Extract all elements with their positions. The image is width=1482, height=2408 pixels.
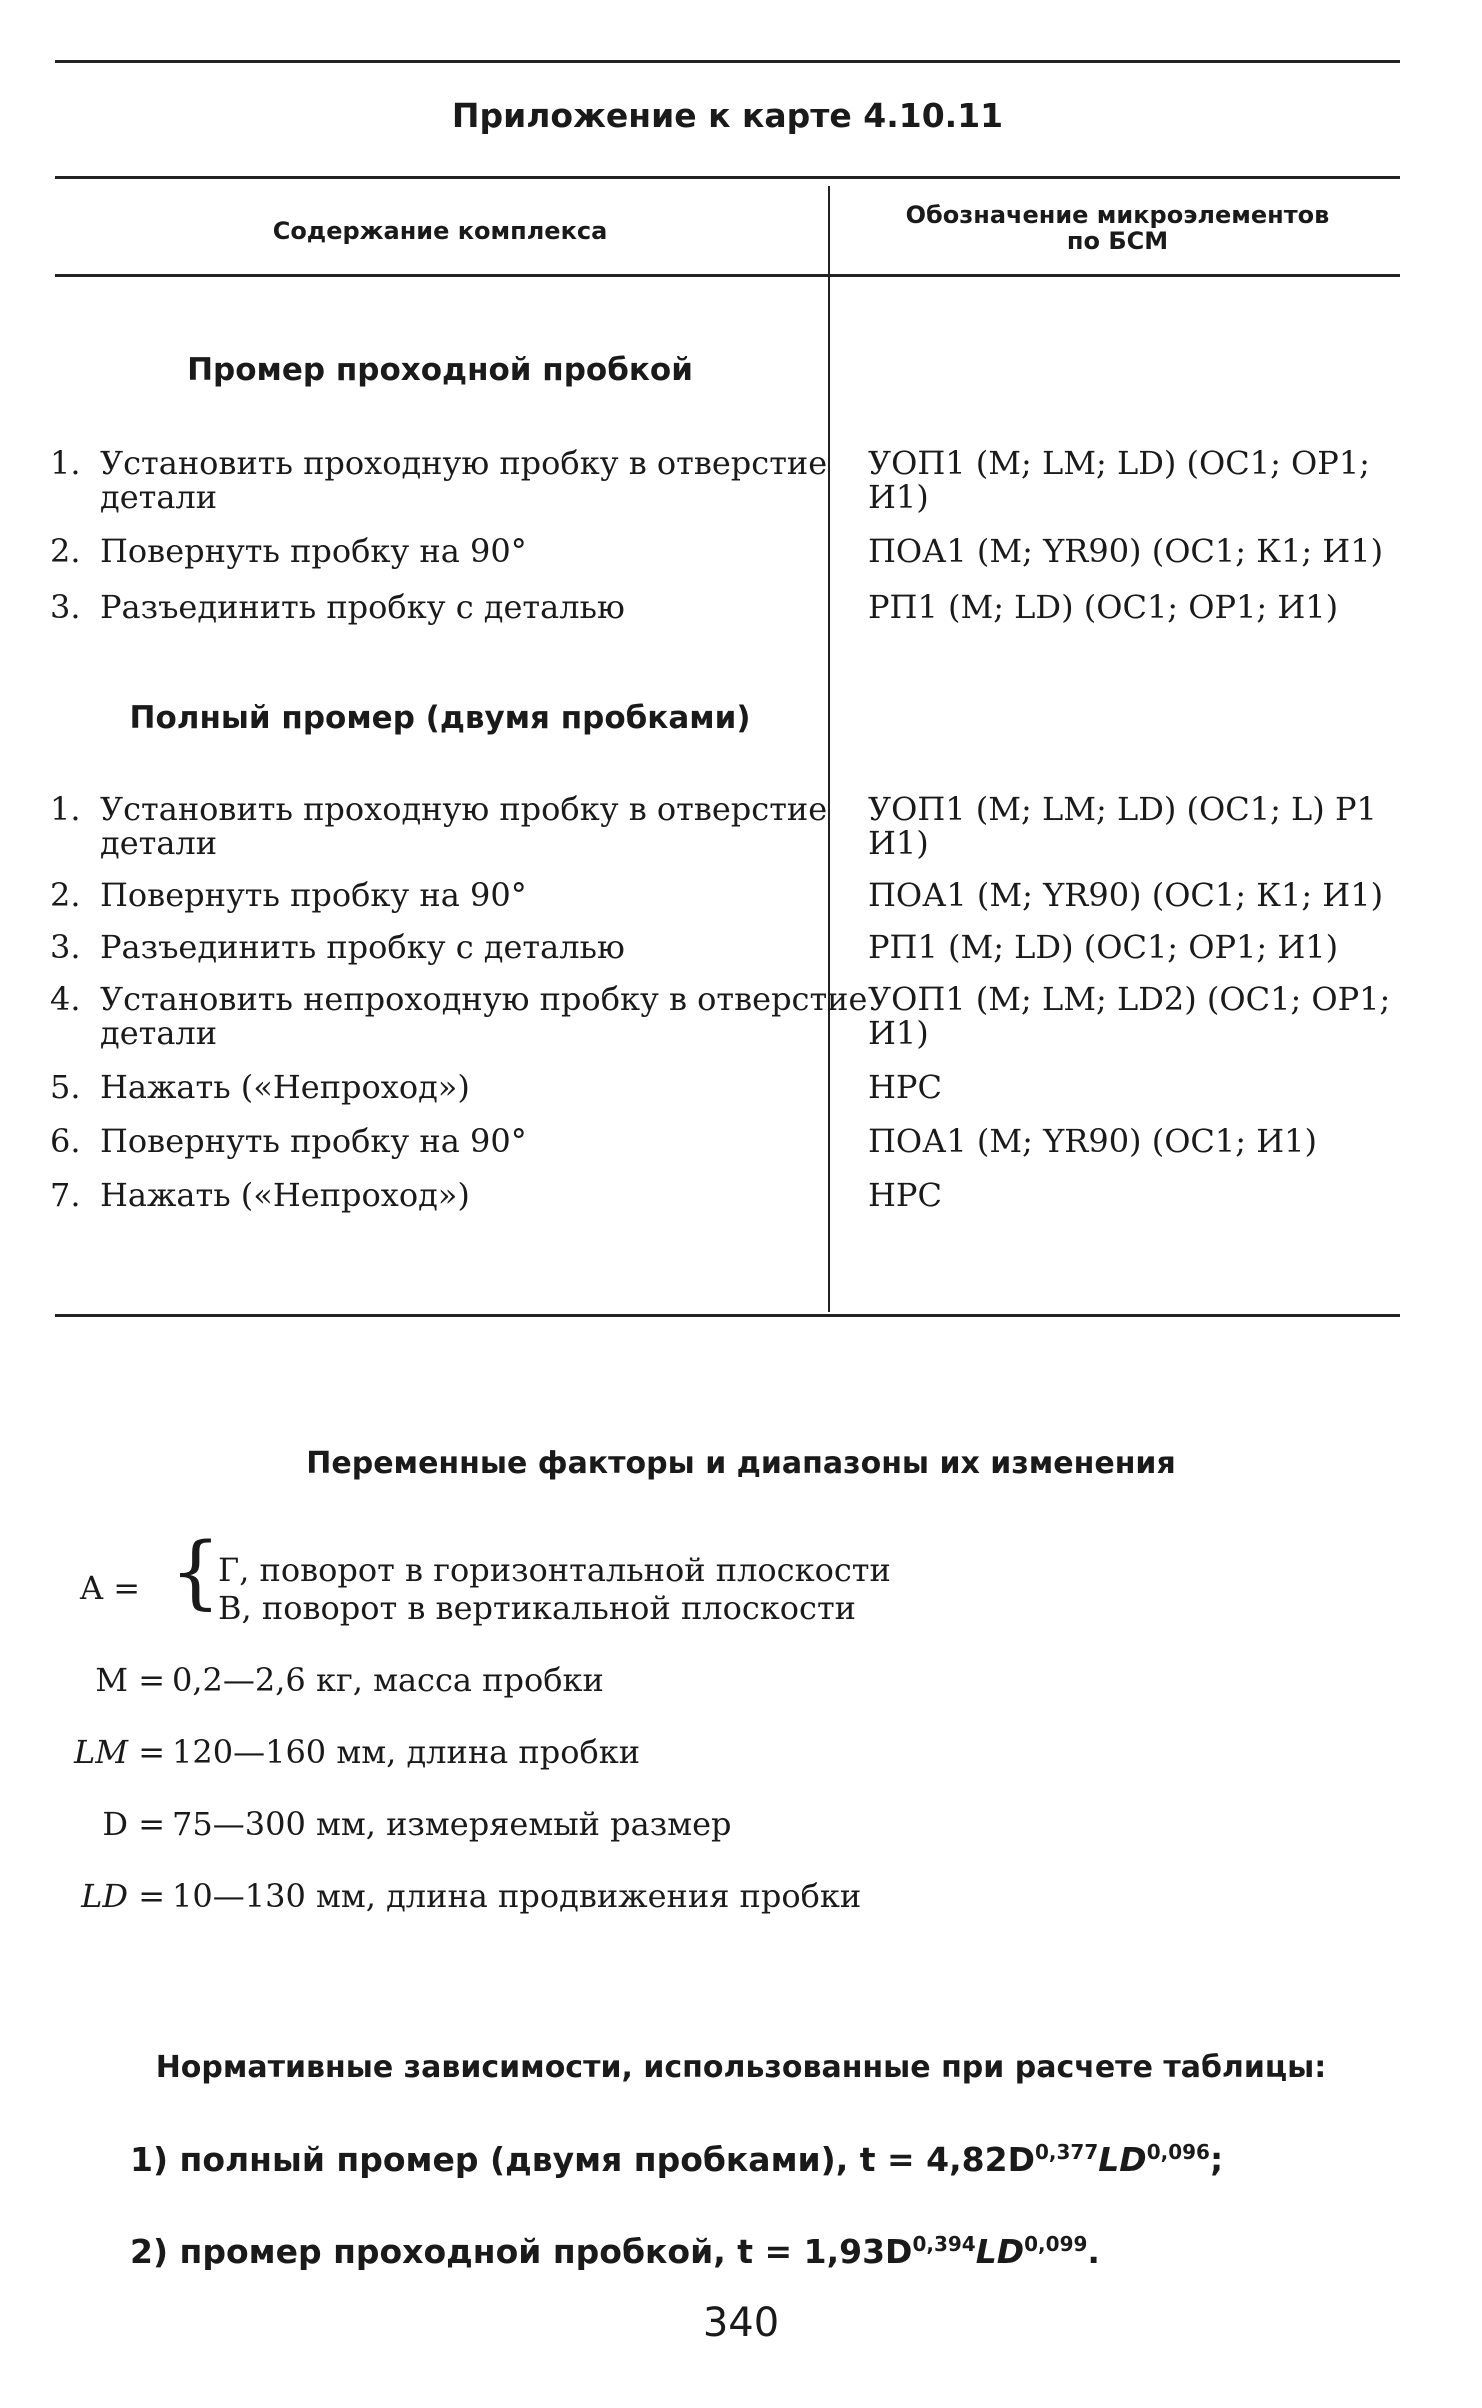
row-number: 1. — [50, 790, 81, 828]
row-text: Установить непроходную пробку в отверстие детали — [100, 980, 868, 1052]
col2-header — [835, 202, 1400, 254]
formula-2-exp2: 0,099 — [1024, 2232, 1088, 2256]
row-text: Нажать («Непроход») — [100, 1176, 470, 1214]
row-code: ПОА1 (M; YR90) (ОС1; К1; И1) — [868, 876, 1384, 914]
row-text: Разъединить пробку с деталью — [100, 588, 625, 626]
var-m-label: M = — [95, 1661, 165, 1699]
var-ld-value: 10—130 мм, длина продвижения пробки — [172, 1877, 862, 1915]
page-number: 340 — [702, 2300, 780, 2346]
row-text: Установить проходную пробку в отверстие детали — [100, 444, 828, 516]
col2-header-line1: Обозначение микроэлементов — [905, 201, 1330, 229]
table-bottom-rule — [55, 1314, 1400, 1317]
table-top-rule — [55, 176, 1400, 179]
row-number: 3. — [50, 588, 81, 626]
section1-heading: Промер проходной пробкой — [187, 352, 693, 388]
row-number: 5. — [50, 1068, 81, 1106]
section2-heading: Полный промер (двумя пробками) — [129, 700, 751, 736]
formula-1-exp1: 0,377 — [1035, 2140, 1099, 2164]
row-number: 3. — [50, 928, 81, 966]
row-code: УОП1 (M; LM; LD) (ОС1; L) Р1 И1) — [868, 790, 1377, 862]
row-code: РП1 (M; LD) (ОС1; ОР1; И1) — [868, 928, 1339, 966]
formula-2-exp1: 0,394 — [912, 2232, 976, 2256]
row-number: 2. — [50, 532, 81, 570]
header-bottom-rule — [55, 274, 1400, 277]
col1-header: Содержание комплекса — [272, 217, 608, 245]
row-code: ПОА1 (M; YR90) (ОС1; И1) — [868, 1122, 1317, 1160]
var-a-option2: В, поворот в вертикальной плоскости — [218, 1589, 856, 1627]
row-code: РП1 (M; LD) (ОС1; ОР1; И1) — [868, 588, 1339, 626]
var-m-value: 0,2—2,6 кг, масса пробки — [172, 1661, 604, 1699]
brace-symbol: { — [170, 1525, 221, 1618]
formula-2 — [130, 2232, 1100, 2271]
row-number: 2. — [50, 876, 81, 914]
var-lm-value: 120—160 мм, длина пробки — [172, 1733, 641, 1771]
formula-2-prefix: 2) промер проходной пробкой, t = 1,93D — [130, 2232, 913, 2271]
row-text: Повернуть пробку на 90° — [100, 876, 527, 914]
row-text: Нажать («Непроход») — [100, 1068, 470, 1106]
row-number: 1. — [50, 444, 81, 482]
row-number: 7. — [50, 1176, 81, 1214]
formula-1-prefix: 1) полный промер (двумя пробками), t = 4,82D — [130, 2140, 1035, 2179]
row-code: УОП1 (M; LM; LD2) (ОС1; ОР1; И1) — [868, 980, 1391, 1052]
page-title: Приложение к карте 4.10.11 — [451, 96, 1004, 135]
var-ld-label: LD = — [81, 1877, 165, 1915]
var-d-value: 75—300 мм, измеряемый размер — [172, 1805, 732, 1843]
row-code: УОП1 (M; LM; LD) (ОС1; ОР1; И1) — [868, 444, 1370, 516]
row-text: Установить проходную пробку в отверстие детали — [100, 790, 828, 862]
formula-2-mid: LD — [975, 2232, 1025, 2271]
row-text: Повернуть пробку на 90° — [100, 532, 527, 570]
row-number: 6. — [50, 1122, 81, 1160]
formula-1-suffix: ; — [1209, 2140, 1224, 2179]
var-lm-label: LM = — [74, 1733, 165, 1771]
var-a-label: A = — [80, 1569, 141, 1607]
formula-1-exp2: 0,096 — [1146, 2140, 1210, 2164]
row-number: 4. — [50, 980, 81, 1018]
top-rule — [55, 60, 1400, 63]
formula-1 — [130, 2140, 1223, 2179]
var-d-label: D = — [102, 1805, 165, 1843]
formula-2-suffix: . — [1087, 2232, 1100, 2271]
formula-1-mid: LD — [1098, 2140, 1147, 2179]
col2-header-line2: по БСМ — [1066, 227, 1169, 255]
row-code: ПОА1 (M; YR90) (ОС1; К1; И1) — [868, 532, 1384, 570]
variables-title: Переменные факторы и диапазоны их изменения — [306, 1446, 1176, 1481]
row-text: Повернуть пробку на 90° — [100, 1122, 527, 1160]
var-a-option1: Г, поворот в горизонтальной плоскости — [218, 1551, 891, 1589]
row-code: НРС — [868, 1068, 942, 1106]
row-text: Разъединить пробку с деталью — [100, 928, 625, 966]
normative-title: Нормативные зависимости, использованные при расчете таблицы: — [155, 2050, 1327, 2085]
row-code: НРС — [868, 1176, 942, 1214]
